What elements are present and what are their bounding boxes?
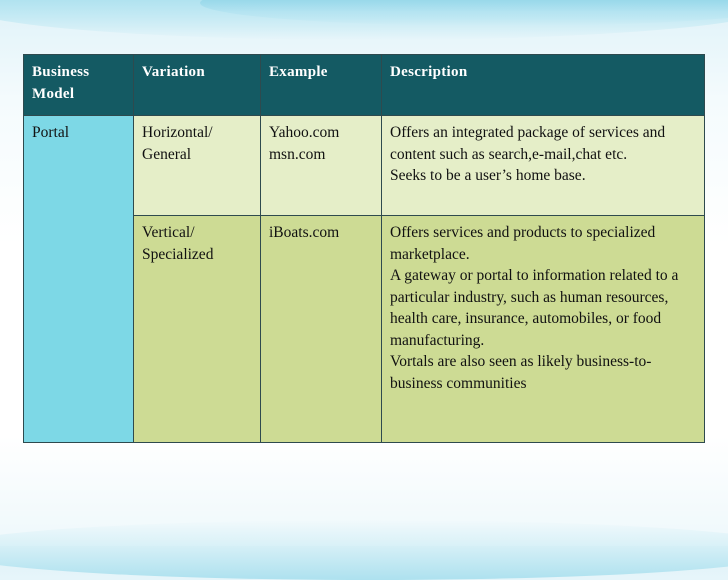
variation-cell: Horizontal/ General [134, 116, 261, 216]
business-model-table [23, 54, 705, 443]
header-variation: Variation [134, 55, 261, 116]
background-bottom-wave [0, 520, 728, 580]
description-cell: Offers services and products to specialized marketplace. A gateway or portal to information related to a particular industry, such as human resources, health care, insurance, automobiles, or food manufacturing. Vortals are also seen as likely business-to-business communities [382, 216, 705, 443]
example-cell: Yahoo.com msn.com [261, 116, 382, 216]
header-description: Description [382, 55, 705, 116]
header-example: Example [261, 55, 382, 116]
description-cell: Offers an integrated package of services and content such as search,e-mail,chat etc. Seeks to be a user’s home base. [382, 116, 705, 216]
table-body [24, 116, 705, 443]
example-cell: iBoats.com [261, 216, 382, 443]
table-row [24, 116, 705, 216]
variation-cell: Vertical/ Specialized [134, 216, 261, 443]
business-model-cell: Portal [24, 116, 134, 443]
header-row [24, 55, 705, 116]
header-business-model: Business Model [24, 55, 134, 116]
table-header [24, 55, 705, 116]
